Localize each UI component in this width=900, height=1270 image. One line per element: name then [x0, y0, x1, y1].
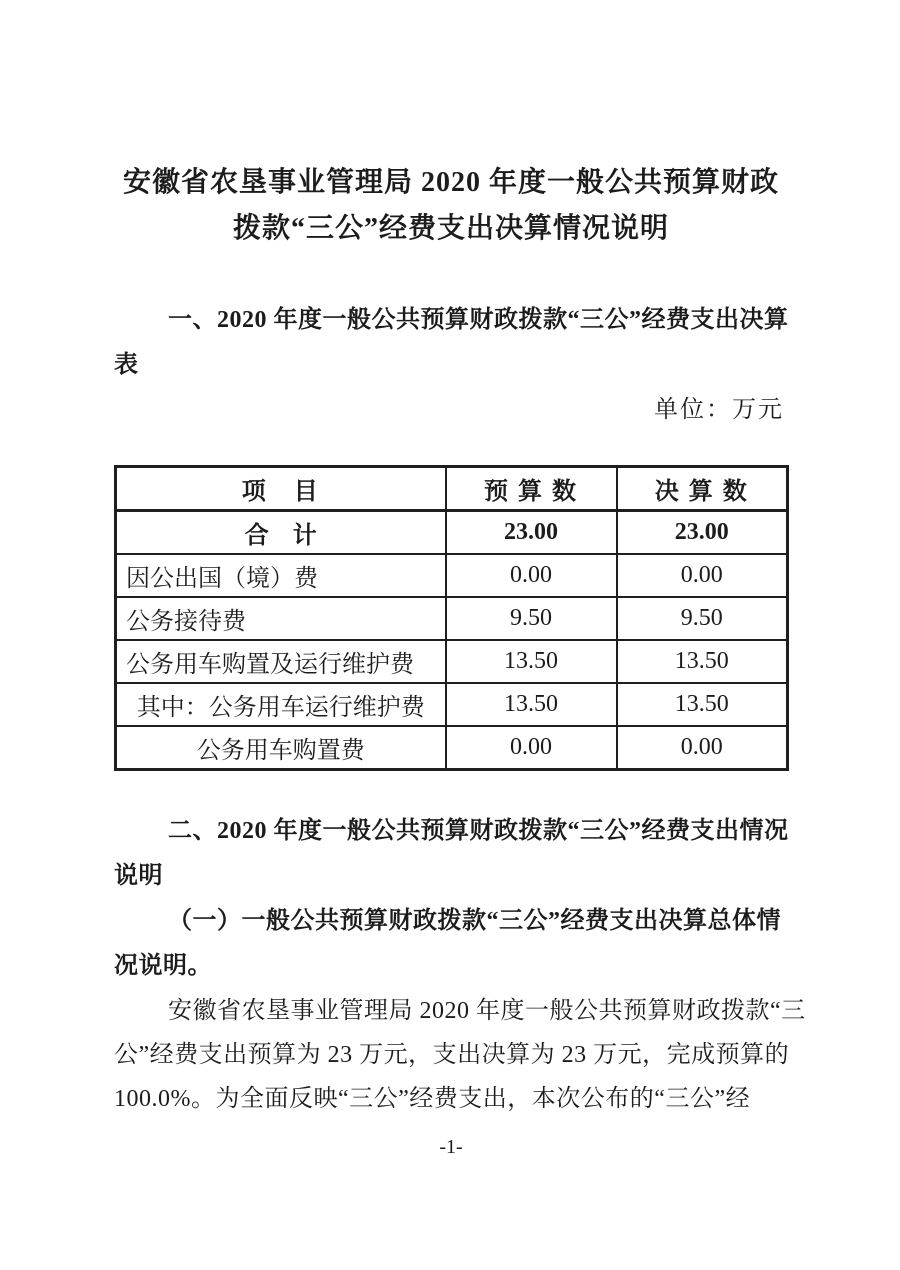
budget-cell: 23.00: [446, 511, 617, 555]
title-line-1: 安徽省农垦事业管理局 2020 年度一般公共预算财政: [122, 167, 779, 198]
section-one-heading: [114, 298, 788, 388]
item-cell: 其中：公务用车运行维护费: [116, 683, 446, 726]
header-final: 决 算 数: [617, 467, 788, 511]
paragraph-line-1: 安徽省农垦事业管理局 2020 年度一般公共预算财政拨款“三: [168, 998, 806, 1024]
table-row-reception: [116, 597, 788, 640]
subsection-one-heading: [114, 899, 788, 989]
item-cell: 因公出国（境）费: [116, 554, 446, 597]
page-number: -1-: [439, 1136, 463, 1158]
document-title: [114, 160, 788, 252]
item-cell: 公务接待费: [116, 597, 446, 640]
final-cell: 9.50: [617, 597, 788, 640]
unit-label: 单位：万元: [654, 397, 784, 423]
item-cell: 公务用车购置费: [116, 726, 446, 770]
expenditure-table: [114, 465, 789, 771]
table-row-abroad: [116, 554, 788, 597]
table-row-vehicle-total: [116, 640, 788, 683]
budget-cell: 13.50: [446, 683, 617, 726]
final-cell: 23.00: [617, 511, 788, 555]
section-two-line-1: 二、2020 年度一般公共预算财政拨款“三公”经费支出情况: [168, 818, 789, 844]
budget-cell: 13.50: [446, 640, 617, 683]
section-two-line-2: 说明: [114, 863, 163, 889]
final-cell: 13.50: [617, 640, 788, 683]
item-cell: 合 计: [116, 511, 446, 555]
section-two-heading: [114, 809, 788, 899]
header-budget: 预 算 数: [446, 467, 617, 511]
final-cell: 0.00: [617, 726, 788, 770]
paragraph-line-3: 100.0%。为全面反映“三公”经费支出，本次公布的“三公”经: [114, 1086, 751, 1112]
header-item: 项 目: [116, 467, 446, 511]
item-cell: 公务用车购置及运行维护费: [116, 640, 446, 683]
subsection-one-line-2: 况说明。: [114, 953, 212, 979]
budget-cell: 0.00: [446, 726, 617, 770]
subsection-one-line-1: （一）一般公共预算财政拨款“三公”经费支出决算总体情: [168, 908, 781, 934]
table-row-vehicle-operation: [116, 683, 788, 726]
final-cell: 0.00: [617, 554, 788, 597]
table-header-row: [116, 467, 788, 511]
budget-cell: 9.50: [446, 597, 617, 640]
section-one-line-2: 表: [114, 352, 139, 378]
table-row-total: [116, 511, 788, 555]
body-paragraph: [114, 989, 806, 1121]
budget-cell: 0.00: [446, 554, 617, 597]
table-row-vehicle-purchase: [116, 726, 788, 770]
paragraph-line-2: 公”经费支出预算为 23 万元，支出决算为 23 万元，完成预算的: [114, 1042, 790, 1068]
section-one-line-1: 一、2020 年度一般公共预算财政拨款“三公”经费支出决算: [168, 307, 789, 333]
document-page: [114, 0, 806, 1161]
final-cell: 13.50: [617, 683, 788, 726]
title-line-2: 拨款“三公”经费支出决算情况说明: [232, 213, 669, 244]
